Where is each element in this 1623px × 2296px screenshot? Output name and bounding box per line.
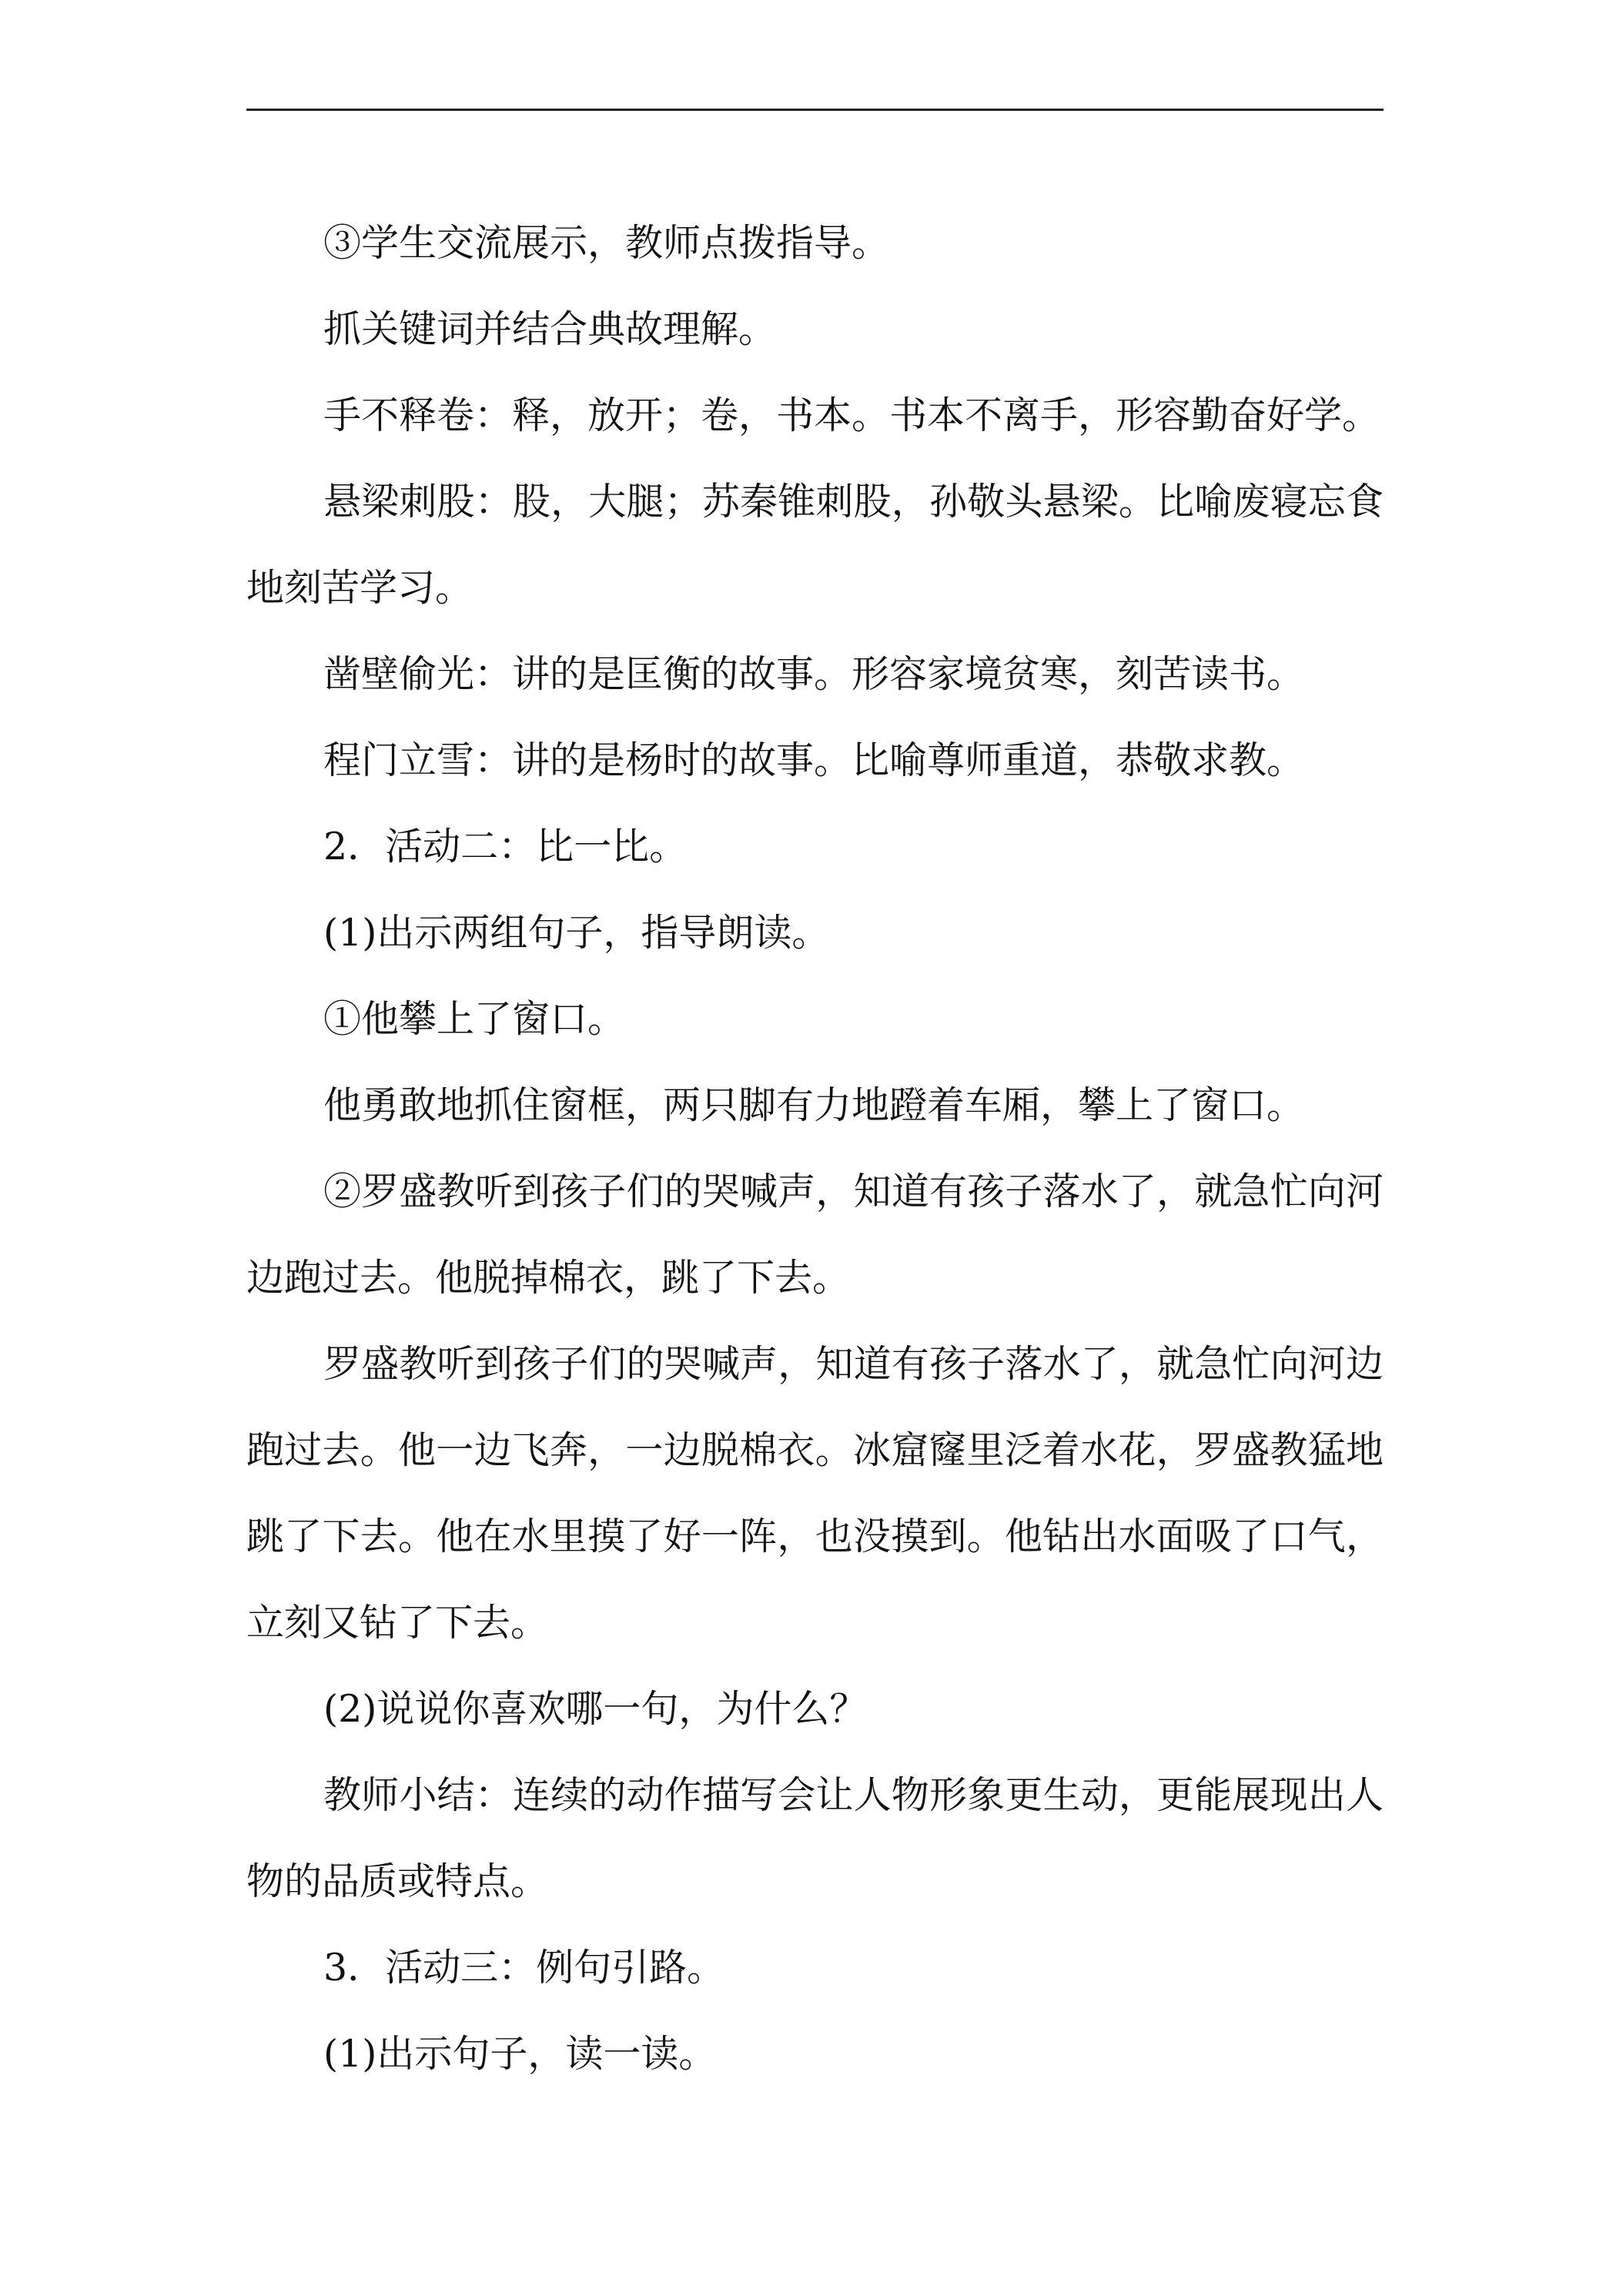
paragraph-sentence-1b: 他勇敢地抓住窗框，两只脚有力地蹬着车厢，攀上了窗口。 <box>323 1083 1305 1127</box>
paragraph-idiom-zao-bi-tou-guang: 凿壁偷光：讲的是匡衡的故事。形容家境贫寒，刻苦读书。 <box>323 652 1305 696</box>
paragraph-idiom-cheng-men-li-xue: 程门立雪：讲的是杨时的故事。比喻尊师重道，恭敬求教。 <box>323 738 1305 782</box>
heading-activity-3: 3．活动三：例句引路。 <box>323 1946 725 1990</box>
page-body <box>246 200 1384 2097</box>
header-rule <box>246 109 1384 111</box>
paragraph-activity-3-step-1: (1)出示句子，读一读。 <box>323 2032 717 2076</box>
paragraph-sentence-2a: ②罗盛教听到孩子们的哭喊声，知道有孩子落水了，就急忙向河边跑过去。他脱掉棉衣，跳了下去。 <box>246 1170 1384 1300</box>
paragraph-idiom-shou-bu-shi-juan: 手不释卷：释，放开；卷，书本。书本不离手，形容勤奋好学。 <box>323 393 1380 437</box>
paragraph-step-3-exchange: ③学生交流展示，教师点拨指导。 <box>323 221 890 265</box>
paragraph-idiom-xuan-liang-ci-gu: 悬梁刺股：股，大腿；苏秦锥刺股，孙敬头悬梁。比喻废寝忘食地刻苦学习。 <box>246 480 1384 610</box>
paragraph-activity-2-step-1: (1)出示两组句子，指导朗读。 <box>323 911 830 955</box>
paragraph-keyword-method: 抓关键词并结合典故理解。 <box>323 307 777 351</box>
paragraph-sentence-2b: 罗盛教听到孩子们的哭喊声，知道有孩子落水了，就急忙向河边跑过去。他一边飞奔，一边脱棉衣。冰窟窿里泛着水花，罗盛教猛地跳了下去。他在水里摸了好一阵，也没摸到。他钻出水面吸了口气，立刻又钻了下去。 <box>246 1342 1384 1645</box>
heading-activity-2: 2．活动二：比一比。 <box>323 825 688 869</box>
paragraph-teacher-summary: 教师小结：连续的动作描写会让人物形象更生动，更能展现出人物的品质或特点。 <box>246 1773 1384 1903</box>
paragraph-sentence-1a: ①他攀上了窗口。 <box>323 997 626 1041</box>
paragraph-activity-2-step-2: (2)说说你喜欢哪一句，为什么？ <box>323 1687 868 1731</box>
